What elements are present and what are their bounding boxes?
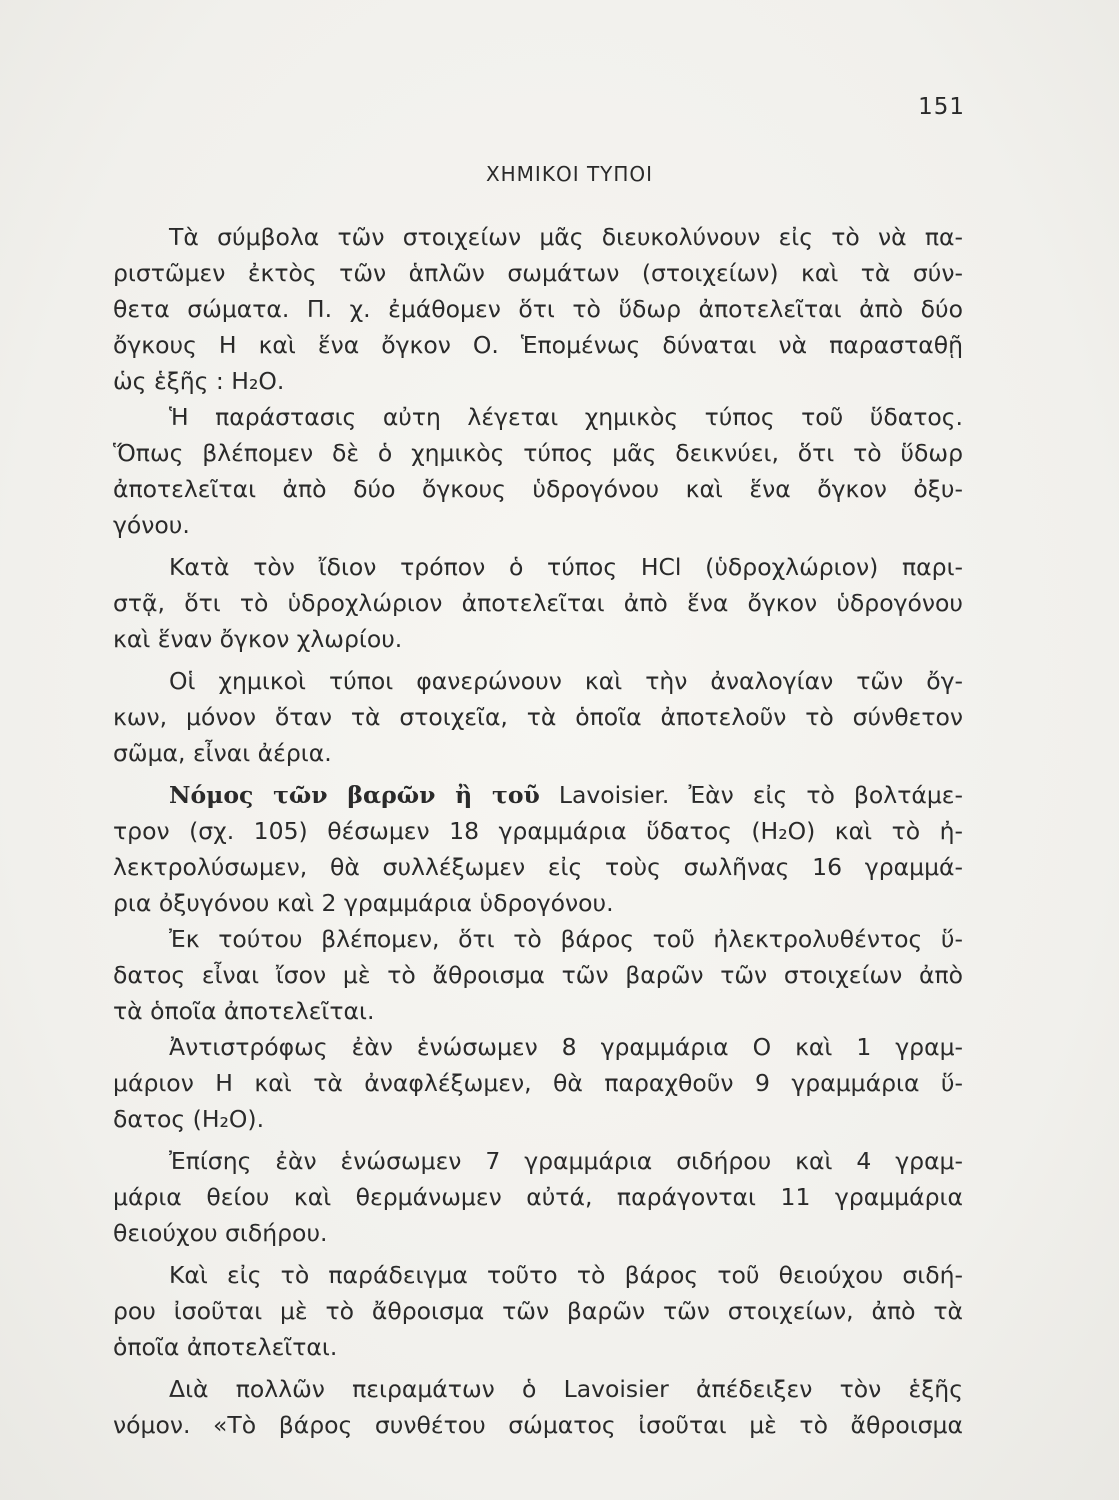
text-line: ρου ἰσοῦται μὲ τὸ ἄθροισμα τῶν βαρῶν τῶν στοιχείων, ἀπὸ τὰ <box>113 1297 963 1325</box>
paragraph-electrolysis-conclusion <box>113 921 963 1029</box>
text-line: Τὰ σύμβολα τῶν στοιχείων μᾶς διευκολύνουν εἰς τὸ νὰ πα- <box>169 223 963 251</box>
text-line: Ὅπως βλέπομεν δὲ ὁ χημικὸς τύπος μᾶς δεικνύει, ὅτι τὸ ὕδωρ <box>113 439 963 467</box>
text-line: λεκτρολύσωμεν, θὰ συλλέξωμεν εἰς τοὺς σωλῆνας 16 γραμμά- <box>113 853 963 881</box>
section-heading: ΧΗΜΙΚΟΙ ΤΥΠΟΙ <box>485 162 654 186</box>
text-line: Ἐπίσης ἐὰν ἑνώσωμεν 7 γραμμάρια σιδήρου καὶ 4 γραμ- <box>169 1147 963 1175</box>
text-line: κων, μόνον ὅταν τὰ στοιχεῖα, τὰ ὁποῖα ἀποτελοῦν τὸ σύνθετον <box>113 703 963 731</box>
paragraph-lavoisier-law <box>113 1371 963 1443</box>
paragraph-iron-sulfide <box>113 1143 963 1251</box>
text-line: Ἡ παράστασις αὐτη λέγεται χημικὸς τύπος τοῦ ὕδατος. <box>169 403 963 431</box>
text-line: Διὰ πολλῶν πειραμάτων ὁ Lavoisier ἀπέδειξεν τὸν ἑξῆς <box>169 1375 963 1403</box>
law-title-continuation: Lavoisier. Ἐὰν εἰς τὸ βολτάμε- <box>558 781 963 809</box>
text-line: θετα σώματα. Π. χ. ἐμάθομεν ὅτι τὸ ὕδωρ ἀποτελεῖται ἀπὸ δύο <box>113 295 963 323</box>
paragraph-law-of-weights <box>113 777 963 921</box>
text-line: ἀποτελεῖται ἀπὸ δύο ὄγκους ὑδρογόνου καὶ ἕνα ὄγκον ὀξυ- <box>113 475 963 503</box>
text-line: Οἱ χημικοὶ τύποι φανερώνουν καὶ τὴν ἀναλογίαν τῶν ὄγ- <box>169 667 963 695</box>
text-line: Ἀντιστρόφως ἐὰν ἑνώσωμεν 8 γραμμάρια Ο καὶ 1 γραμ- <box>169 1033 963 1061</box>
text-line: Ἐκ τούτου βλέπομεν, ὅτι τὸ βάρος τοῦ ἠλεκτρολυθέντος ὕ- <box>169 925 963 953</box>
body-text <box>113 219 963 1443</box>
text-line: δατος (Η₂Ο). <box>113 1105 265 1133</box>
text-line: θειούχου σιδήρου. <box>113 1219 328 1247</box>
text-line: Κατὰ τὸν ἴδιον τρόπον ὁ τύπος HCl (ὑδροχλώριον) παρι- <box>169 553 963 581</box>
text-line: Καὶ εἰς τὸ παράδειγμα τοῦτο τὸ βάρος τοῦ θειούχου σιδή- <box>169 1261 963 1289</box>
law-title: Νόμος τῶν βαρῶν ἢ τοῦ <box>169 781 540 809</box>
text-line: ριστῶμεν ἐκτὸς τῶν ἁπλῶν σωμάτων (στοιχείων) καὶ τὰ σύν- <box>113 259 963 287</box>
paragraph-symbols <box>113 219 963 399</box>
text-line: τρον (σχ. 105) θέσωμεν 18 γραμμάρια ὕδατος (Η₂Ο) καὶ τὸ ἠ- <box>113 817 963 845</box>
text-line: ρια ὀξυγόνου καὶ 2 γραμμάρια ὑδρογόνου. <box>113 889 614 917</box>
text-line: καὶ ἕναν ὄγκον χλωρίου. <box>113 625 403 653</box>
paragraph-hcl <box>113 549 963 657</box>
text-line: στᾷ, ὅτι τὸ ὑδροχλώριον ἀποτελεῖται ἀπὸ ἕνα ὄγκον ὑδρογόνου <box>113 589 963 617</box>
text-line: ὁποῖα ἀποτελεῖται. <box>113 1333 338 1361</box>
paragraph-volume-ratio <box>113 663 963 771</box>
text-line: μάρια θείου καὶ θερμάνωμεν αὐτά, παράγονται 11 γραμμάρια <box>113 1183 963 1211</box>
paragraph-chemical-formula <box>113 399 963 543</box>
paragraph-example-conclusion <box>113 1257 963 1365</box>
text-line: ὄγκους Η καὶ ἕνα ὄγκον Ο. Ἑπομένως δύναται νὰ παρασταθῇ <box>113 331 963 359</box>
paragraph-synthesis-water <box>113 1029 963 1137</box>
text-line: τὰ ὁποῖα ἀποτελεῖται. <box>113 997 375 1025</box>
text-line: δατος εἶναι ἴσον μὲ τὸ ἄθροισμα τῶν βαρῶν τῶν στοιχείων ἀπὸ <box>113 961 963 989</box>
page-number: 151 <box>918 94 965 120</box>
text-line: μάριον Η καὶ τὰ ἀναφλέξωμεν, θὰ παραχθοῦν 9 γραμμάρια ὕ- <box>113 1069 963 1097</box>
text-line: νόμον. «Τὸ βάρος συνθέτου σώματος ἰσοῦται μὲ τὸ ἄθροισμα <box>113 1411 963 1439</box>
text-line: ὡς ἑξῆς : Η₂Ο. <box>113 367 285 395</box>
text-line: σῶμα, εἶναι ἀέρια. <box>113 739 332 767</box>
text-line: γόνου. <box>113 511 190 539</box>
text-line <box>113 777 963 813</box>
